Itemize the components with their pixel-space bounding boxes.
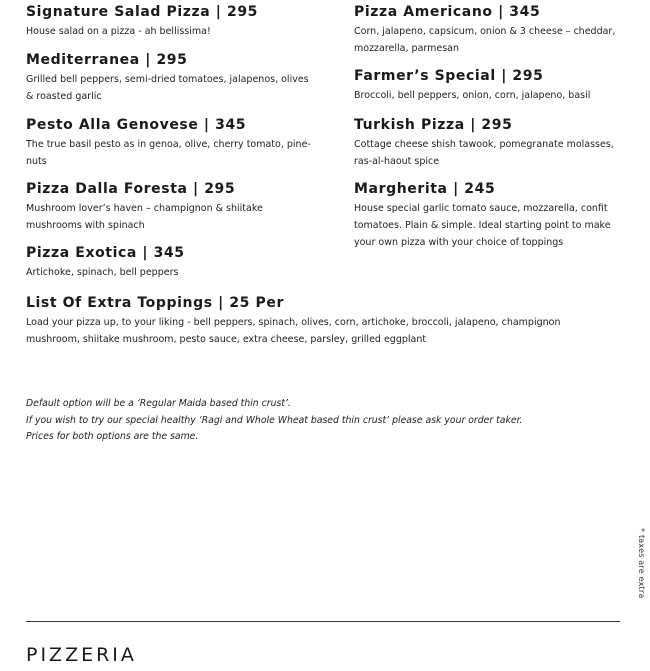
crust-note: Default option will be a ‘Regular Maida based thin crust’. bbox=[26, 398, 291, 409]
menu-item-title: Farmer’s Special | 295 bbox=[354, 68, 544, 84]
menu-item-margherita bbox=[354, 180, 624, 251]
menu-item-pizza-americano bbox=[354, 3, 624, 57]
menu-item-title: List Of Extra Toppings | 25 Per bbox=[26, 295, 284, 311]
taxes-note: * taxes are extra bbox=[637, 528, 646, 599]
menu-item-pizza-dalla-foresta bbox=[26, 180, 316, 234]
menu-item-title: Mediterranea | 295 bbox=[26, 52, 188, 68]
menu-item-pizza-exotica bbox=[26, 244, 316, 281]
menu-item-title: Pizza Dalla Foresta | 295 bbox=[26, 181, 236, 197]
footer-title: PIZZERIA bbox=[26, 644, 137, 666]
menu-item-description: Broccoli, bell peppers, onion, corn, jalapeno, basil bbox=[354, 90, 591, 101]
menu-item-description: Mushroom lover’s haven – champignon & shiitake mushrooms with spinach bbox=[26, 203, 263, 231]
menu-item-description: House salad on a pizza - ah bellissima! bbox=[26, 26, 211, 37]
crust-note: If you wish to try our special healthy ‘Ragi and Whole Wheat based thin crust’ please ask your order taker. bbox=[26, 414, 523, 426]
menu-item-description: Cottage cheese shish tawook, pomegranate molasses, ras-al-haout spice bbox=[354, 139, 614, 167]
menu-item-description: Grilled bell peppers, semi-dried tomatoes, jalapenos, olives & roasted garlic bbox=[26, 74, 309, 102]
menu-item-extra-toppings bbox=[26, 294, 616, 348]
menu-item-title: Turkish Pizza | 295 bbox=[354, 117, 513, 133]
footer-divider bbox=[26, 621, 620, 622]
menu-item-description: House special garlic tomato sauce, mozzarella, confit tomatoes. Plain & simple. Ideal starting point to make your own pizza with your choice of toppings bbox=[354, 203, 611, 248]
menu-item-description: The true basil pesto as in genoa, olive, cherry tomato, pine-nuts bbox=[26, 139, 311, 167]
menu-item-farmers-special bbox=[354, 67, 624, 104]
menu-item-signature-salad-pizza bbox=[26, 3, 316, 40]
menu-item-pesto-alla-genovese bbox=[26, 116, 316, 170]
menu-item-turkish-pizza bbox=[354, 116, 624, 170]
menu-item-description: Artichoke, spinach, bell peppers bbox=[26, 267, 179, 278]
menu-item-description: Load your pizza up, to your liking - bell peppers, spinach, olives, corn, artichoke, broccoli, jalapeno, champignon mushroom, shiitake mushroom, pesto sauce, extra cheese, parsley, grilled eggplant bbox=[26, 317, 561, 345]
menu-item-description: Corn, jalapeno, capsicum, onion & 3 cheese – cheddar, mozzarella, parmesan bbox=[354, 26, 616, 54]
crust-notes bbox=[26, 396, 586, 446]
crust-note: Prices for both options are the same. bbox=[26, 431, 199, 442]
menu-item-title: Pizza Exotica | 345 bbox=[26, 245, 185, 261]
menu-item-mediterranea bbox=[26, 51, 316, 105]
menu-item-title: Margherita | 245 bbox=[354, 181, 496, 197]
menu-item-title: Pizza Americano | 345 bbox=[354, 4, 541, 20]
menu-item-title: Signature Salad Pizza | 295 bbox=[26, 4, 259, 20]
menu-item-title: Pesto Alla Genovese | 345 bbox=[26, 117, 247, 133]
